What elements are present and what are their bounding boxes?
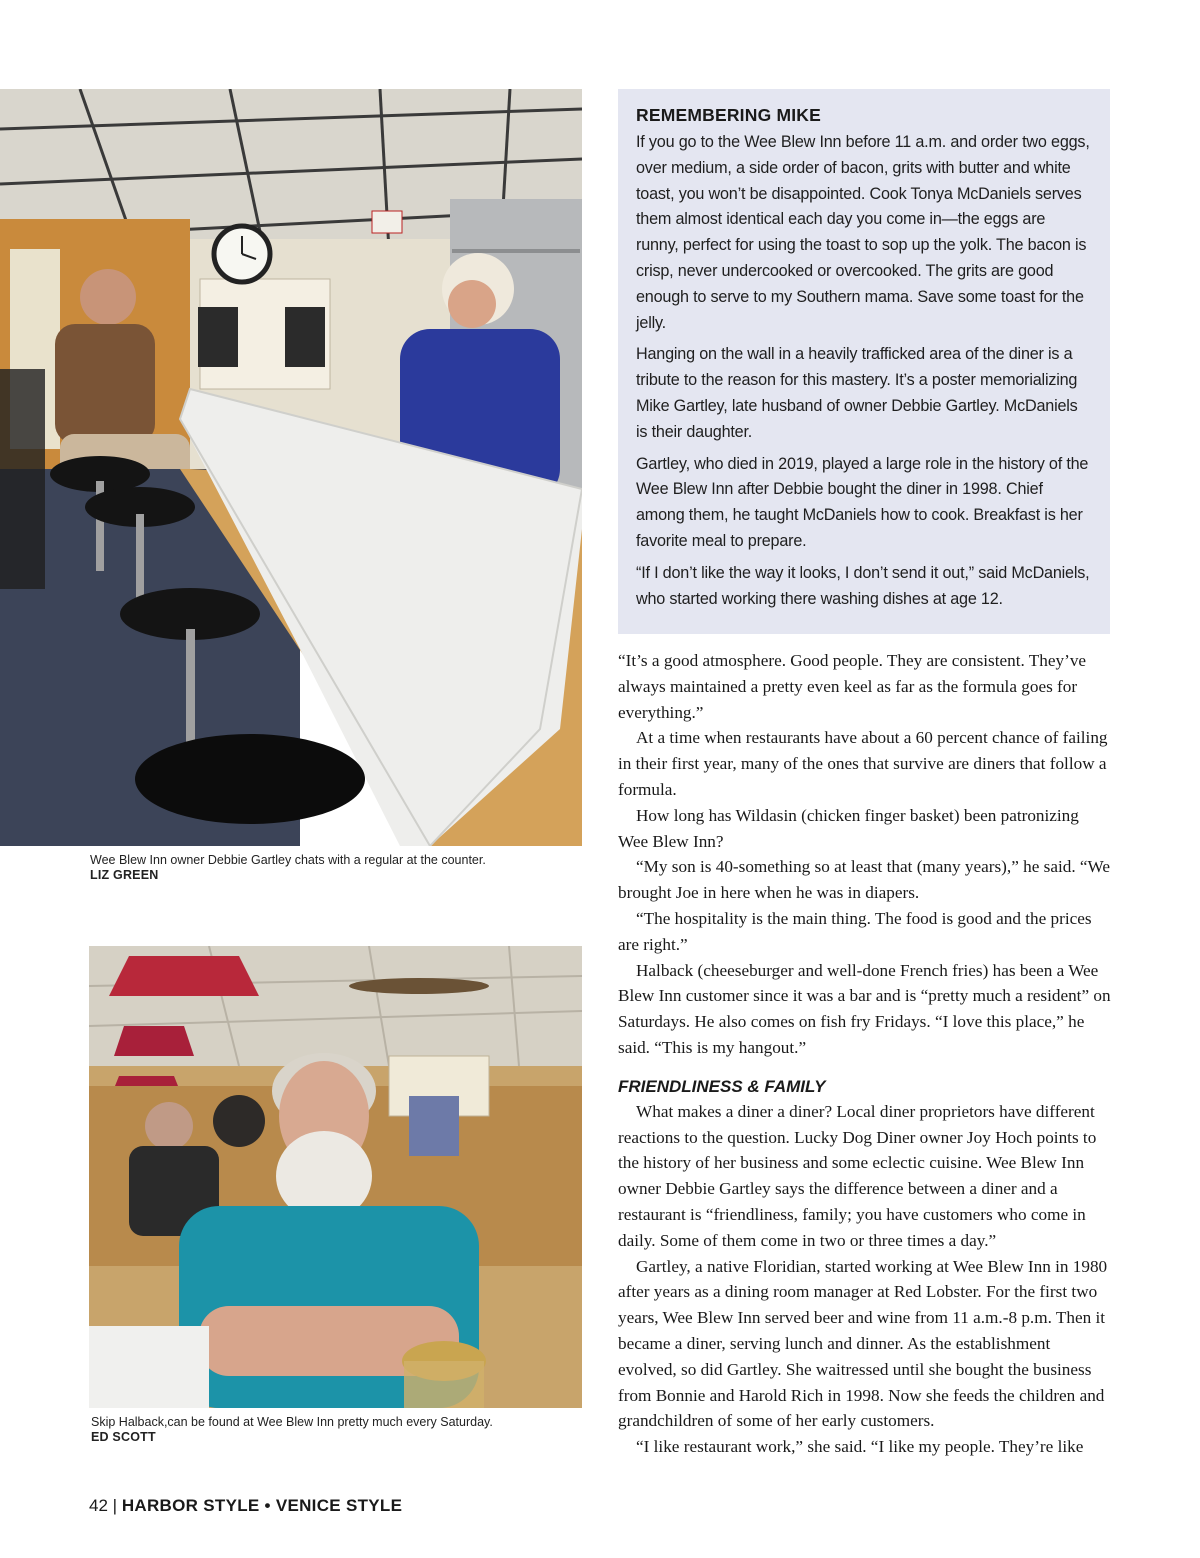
footer-separator: | [112,1496,118,1515]
article-paragraph: “The hospitality is the main thing. The food is good and the prices are right.” [618,908,1092,954]
sidebar-box [618,89,1110,634]
article-paragraph: “I like restaurant work,” she said. “I like my people. They’re like [636,1437,1084,1457]
sidebar-paragraph: Gartley, who died in 2019, played a large role in the history of the Wee Blew Inn after Debbie bought the diner in 1998. Chief among them, he taught McDaniels how to cook. Breakfast is her favorite meal to prepare. [636,454,1089,550]
caption-text: Skip Halback,can be found at Wee Blew Inn pretty much every Saturday. [91,1415,493,1429]
article-paragraph: Halback (cheeseburger and well-done French fries) has been a Wee Blew Inn customer since it was a bar and is “pretty much a resident” on Saturdays. He also comes on fish fry Fridays. “I love this place,” he said. “This is my hangout.” [618,960,1111,1057]
diner-counter-photo [0,89,582,846]
caption-text: Wee Blew Inn owner Debbie Gartley chats with a regular at the counter. [90,853,486,867]
article-paragraph: At a time when restaurants have about a 60 percent chance of failing in their first year, many of the ones that survive are diners that follow a formula. [618,728,1108,799]
article-paragraph: “My son is 40-something so at least that (many years),” he said. “We brought Joe in here when he was in diapers. [618,857,1111,903]
photo-caption [90,853,570,883]
article-paragraph: “It’s a good atmosphere. Good people. They are consistent. They’ve always maintained a pretty even keel as far as the formula goes for everything.” [618,651,1087,722]
article-paragraph: How long has Wildasin (chicken finger basket) been patronizing Wee Blew Inn? [618,805,1079,851]
page-number: 42 [89,1496,108,1515]
diner-patron-image [89,946,582,1408]
diner-patron-photo [89,946,582,1408]
sidebar-paragraph: If you go to the Wee Blew Inn before 11 a.m. and order two eggs, over medium, a side order of bacon, grits with butter and white toast, you won’t be disappointed. Cook Tonya McDaniels serves them almost identical each day you come in—the eggs are runny, perfect for using the toast to sop up the yolk. The bacon is crisp, never undercooked or overcooked. The grits are good enough to serve to my Southern mama. Save some toast for the jelly. [636,133,1090,332]
sidebar-paragraph: “If I don’t like the way it looks, I don’t send it out,” said McDaniels, who started working there washing dishes at age 12. [636,563,1090,608]
section-heading: FRIENDLINESS & FAMILY [618,1076,826,1096]
article-paragraph: What makes a diner a diner? Local diner proprietors have different reactions to the question. Lucky Dog Diner owner Joy Hoch points to the history of her business and some eclectic cuisine. Wee Blew Inn owner Debbie Gartley says the difference between a diner and a restaurant is “friendliness, family; you have customers who come in daily. Some of them come in two or three times a day.” [618,1101,1097,1250]
photo-credit: LIZ GREEN [90,868,159,882]
publication-name: HARBOR STYLE • VENICE STYLE [121,1496,403,1515]
article-paragraph: Gartley, a native Floridian, started working at Wee Blew Inn in 1980 after years as a dining room manager at Red Lobster. For the first two years, Wee Blew Inn served beer and wine from 11 a.m.-8 p.m. Then it became a diner, serving lunch and dinner. As the establishment evolved, so did Gartley. She waitressed until she bought the business from Bonnie and Harold Rich in 1998. Now she feeds the children and grandchildren of some of her early customers. [618,1256,1108,1431]
sidebar-paragraph: Hanging on the wall in a heavily trafficked area of the diner is a tribute to the reason for this mastery. It’s a poster memorializing Mike Gartley, late husband of owner Debbie Gartley. McDaniels is their daughter. [636,345,1078,441]
photo-caption [91,1415,571,1445]
article-body [618,648,1111,1460]
page-footer [89,1496,402,1516]
diner-counter-image [0,89,582,846]
photo-credit: ED SCOTT [91,1430,156,1444]
sidebar-title: REMEMBERING MIKE [636,105,822,125]
